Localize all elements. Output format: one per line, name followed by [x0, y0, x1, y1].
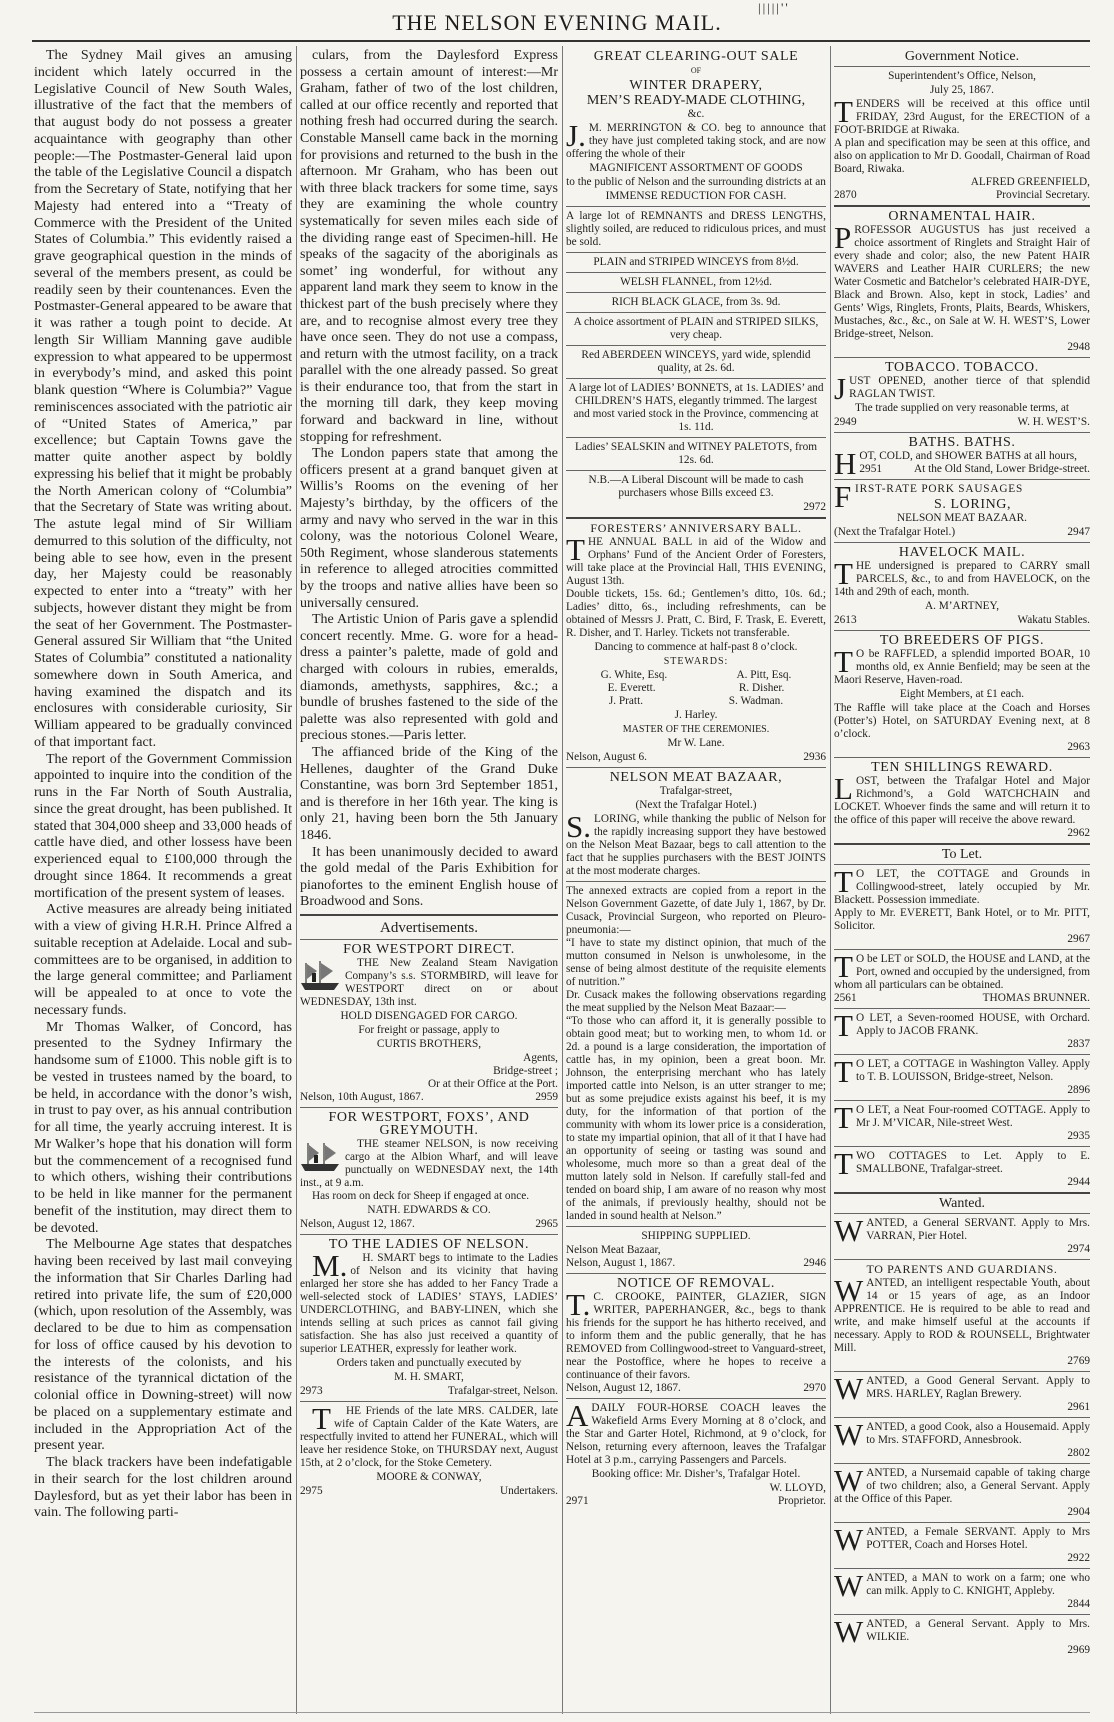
ad-number: 2870 — [834, 189, 857, 201]
ad-body: THE ANNUAL BALL in aid of the Widow and Orphans’ Fund of the Ancient Order of Foresters, will take place at the Provincial Hall, THIS EVENING, August 13th. — [566, 532, 826, 587]
ad-text: OF — [690, 66, 702, 75]
ad-date: Nelson, August 12, 1867. — [566, 1382, 681, 1394]
ad-firm: W. LLOYD, — [769, 1482, 826, 1494]
ad-date: Nelson, August 1, 1867. — [566, 1257, 676, 1269]
ad-rule — [834, 1614, 1090, 1615]
ad-number: 2561 — [834, 992, 857, 1004]
ad-heading: BATHS. BATHS. — [908, 435, 1016, 450]
ad-number: 2973 — [300, 1385, 323, 1398]
ad-text: (Next the Trafalgar Hotel.) — [635, 799, 757, 811]
section-wanted — [834, 1197, 1090, 1657]
ad-reward — [834, 761, 1090, 840]
ad-text: Or at their Office at the Port. — [428, 1078, 558, 1091]
ad-rule — [566, 470, 826, 471]
ad-rule — [834, 542, 1090, 543]
news-column-2 — [300, 48, 558, 1712]
listing-body: WANTED, a MAN to work on a farm; one who can milk. Apply to C. KNIGHT, Appleby. — [834, 1568, 1090, 1603]
ad-number: 2967 — [1067, 933, 1090, 945]
ad-text: &c. — [687, 108, 705, 120]
ad-number: 2948 — [1067, 341, 1090, 353]
ad-number: 2944 — [1067, 1176, 1090, 1188]
ad-heading: FOR WESTPORT DIRECT. — [343, 942, 515, 958]
ad-subhead: IMMENSE REDUCTION FOR CASH. — [605, 190, 787, 202]
ad-number: 2971 — [566, 1495, 589, 1507]
ad-rule — [834, 1259, 1090, 1260]
ad-text: The Raffle will take place at the Coach and Horses (Potter’s) Hotel, on SATURDAY Evening next, at 8 o’clock. — [834, 702, 1090, 740]
ad-heading: TO BREEDERS OF PIGS. — [879, 633, 1045, 648]
ad-text: A plan and specification may be seen at this office, and also on application to Mr D. Goodall, Chairman of Road Board, Riwaka. — [834, 137, 1090, 175]
ad-government-notice — [834, 50, 1090, 202]
ad-number: 2802 — [1067, 1447, 1090, 1459]
ad-body: TO be RAFFLED, a splendid imported BOAR, 10 months old, ex Annie Benfield; may be seen at the Maori Reserve, Haven-road. — [834, 644, 1090, 686]
ad-westport — [300, 943, 558, 1104]
listing-body: TO LET, a COTTAGE in Washington Valley. Apply to T. B. LOUISSON, Bridge-street, Nelson. — [834, 1054, 1090, 1089]
ad-pigs — [834, 634, 1090, 754]
ad-firm: NATH. EDWARDS & CO. — [367, 1204, 491, 1217]
ad-rule — [300, 1401, 558, 1402]
masthead-rule — [32, 40, 1090, 42]
listing-body: TO LET, the COTTAGE and Grounds in Collingwood-street, lately occupied by Mr. Blackett. Possession immediate. — [834, 864, 1090, 906]
ad-number: 2946 — [803, 1257, 826, 1269]
ad-number: 2904 — [1067, 1506, 1090, 1518]
ad-number: 2951 — [859, 463, 882, 475]
ad-number: 2896 — [1067, 1084, 1090, 1096]
ad-number: 2974 — [1067, 1243, 1090, 1255]
steward-name: A. Pitt, Esq. — [736, 669, 792, 681]
ad-heading: WINTER DRAPERY, — [629, 78, 763, 93]
ad-date: Nelson, August 12, 1867. — [300, 1218, 415, 1231]
ad-address: At the Old Stand, Lower Bridge-street. — [913, 463, 1090, 475]
ad-rule — [566, 292, 826, 293]
ad-text: (Next the Trafalgar Hotel.) — [834, 526, 956, 538]
ad-baths — [834, 435, 1090, 481]
steward-name: J. Harley. — [674, 709, 718, 721]
ad-number: 2844 — [1067, 1598, 1090, 1610]
ad-heading: ORNAMENTAL HAIR. — [888, 209, 1036, 224]
ad-heading: Government Notice. — [904, 49, 1020, 64]
sale-item: PLAIN and STRIPED WINCEYS from 8½d. — [593, 256, 799, 268]
ad-rule — [834, 1371, 1090, 1372]
ad-date: Nelson, 10th August, 1867. — [300, 1091, 424, 1104]
ad-rule — [566, 252, 826, 253]
section-heading: Wanted. — [939, 1196, 985, 1211]
ad-rule — [566, 1226, 826, 1227]
ad-ornamental-hair — [834, 210, 1090, 354]
listing-body: WANTED, a Good General Servant. Apply to MRS. HARLEY, Raglan Brewery. — [834, 1371, 1090, 1406]
listing-body: WANTED, an intelligent respectable Youth, about 14 or 15 years of age, as an Indoor APPRENTICE. He is required to be able to read and write, and make himself useful at the accounts if necessary. Apply to ROD & ROUNSELL, Brightwater Mill. — [834, 1273, 1090, 1354]
ad-address: Nelson Meat Bazaar, — [566, 1244, 661, 1256]
ad-rule — [566, 437, 826, 438]
ad-heading: NOTICE OF REMOVAL. — [617, 1276, 775, 1291]
ad-heading: MEN’S READY-MADE CLOTHING, — [586, 93, 806, 108]
ad-body: THE Friends of the late MRS. CALDER, late wife of Captain Calder of the Kate Waters, are respectfully invited to attend her FUNERAL, which will leave her residence Stoke, on THURSDAY next, August 15th, at 2 o’clock, for the Stoke Cemetery. — [300, 1401, 558, 1470]
newspaper-title: THE NELSON EVENING MAIL. — [392, 10, 722, 35]
ad-text: Double tickets, 15s. 6d.; Gentlemen’s ditto, 10s. 6d.; Ladies’ ditto, 6s., including refreshments, can be obtained of Messrs J. Pratt, C. Bird, F. Trask, E. Everett, R. Disher, and T. Harley. Tickets not transferable. — [566, 588, 826, 639]
ad-heading: NELSON MEAT BAZAAR, — [609, 770, 783, 785]
article-paragraph: Active measures are already being initiated with a view of giving H.R.H. Prince Alfred a suitable reception at Adelaide. Local and sub-committees are to be organised, in addition to the large general committee; and Parliament will be appealed to at once to vote the necessary funds. — [34, 902, 292, 1018]
ad-subhead: SHIPPING SUPPLIED. — [641, 1230, 751, 1242]
ad-rule — [834, 757, 1090, 758]
ad-rule — [566, 1398, 826, 1399]
ad-rule — [566, 312, 826, 313]
ad-heading: FORESTERS’ ANNIVERSARY BALL. — [590, 521, 802, 535]
ad-text: Orders taken and punctually executed by — [336, 1357, 522, 1370]
ad-number: 2972 — [803, 501, 826, 513]
advertisements-header: Advertisements. — [380, 919, 478, 936]
listing-body: WANTED, a General Servant. Apply to Mrs. WILKIE. — [834, 1614, 1090, 1649]
listing-body: WANTED, a Nursemaid capable of taking charge of two children; also, a General Servant. Apply at the Office of this Paper. — [834, 1463, 1090, 1505]
ad-number: 2949 — [834, 416, 857, 428]
steamship-icon — [300, 959, 340, 993]
section-heading: To Let. — [941, 847, 983, 862]
article-paragraph: Mr Thomas Walker, of Concord, has presented to the Sydney Infirmary the handsome sum of £1000. This noble gift is to be vested in trustees named by the board, to be held, in accordance with the donor’s wish, in trust to pay over, as his annual contribution for all time, the yearly accruing interest. It is Mr Walker’s hope that his donation will form but the commencement of a recognised fund to which others, wishing their contributions to be held in like manner for the permanent benefit of the institution, may direct them to be devoted. — [34, 1019, 292, 1236]
ad-tobacco — [834, 361, 1090, 429]
ad-number: 2936 — [803, 751, 826, 763]
steamship-icon — [300, 1140, 340, 1174]
ad-body: ADAILY FOUR-HORSE COACH leaves the Wakefield Arms Every Morning at 8 o’clock, and the Star and Garter Hotel, Richmond, at 9 o’clock, for Nelson, returning every afternoon, leaves the Trafalgar Hotel at 3 p.m., carrying Passengers and Parcels. — [566, 1398, 826, 1466]
ad-body: JUST OPENED, another tierce of that splendid RAGLAN TWIST. — [834, 371, 1090, 406]
ad-text: to the public of Nelson and the surrounding districts at an — [566, 176, 826, 188]
ad-rule — [566, 767, 826, 768]
article-paragraph: The black trackers have been indefatigable in their search for the lost children around Daylesford, but as yet their labor has been in vain. The following parti- — [34, 1455, 292, 1521]
ad-havelock-mail — [834, 546, 1090, 627]
ad-number: 2947 — [1067, 526, 1090, 538]
article-paragraph: The report of the Government Commission appointed to inquire into the condition of the runs in the Far North of South Australia, since the great drought, has been published. It stated that 304,000 sheep and 33,000 heads of cattle have died, and other lossess have been experienced equal to £100,000 through the drought since 1864. It recommends a great mortification of the present system of leases. — [34, 751, 292, 901]
ad-number: 2961 — [1067, 1401, 1090, 1413]
ad-ladies — [300, 1238, 558, 1398]
article-paragraph: culars, from the Daylesford Express possess a certain amount of interest:—Mr Graham, father of two of the lost children, called at our office recently and reported that nothing fresh had occurred during the search. Constable Mansell came back in the morning for provisions and returned to the bush in the afternoon. Mr Graham, who has been out with three black trackers for some time, says they are examining the whole country systematically for seven miles each side of the dividing range east of Specimen-hill. He speaks of the sagacity of the aboriginals as somet’ ing wonderful, for without any apparent land mark they seem to know in the thickest part of the bush precisely where they are, and to recognise almost every tree they have once seen. They do not use a compass, and return with the utmost facility, on a track parallel with the one already passed. So great is their endurance too, that from the start in the morning till dark, they keep moving forward and backward in line, without stopping for refreshment. — [300, 48, 558, 445]
ad-number: 2922 — [1067, 1552, 1090, 1564]
ad-number: 2962 — [1067, 827, 1090, 839]
listing-body: TO be LET or SOLD, the HOUSE and LAND, at the Port, owned and occupied by the undersigned, from whom all particulars can be obtained. — [834, 949, 1090, 991]
ad-heading: GREAT CLEARING-OUT SALE — [593, 49, 799, 64]
ad-address: Trafalgar-street, Nelson. — [447, 1385, 558, 1398]
ad-body: J.M. MERRINGTON & CO. beg to announce that they have just completed taking stock, and are now offering the whole of their — [566, 118, 826, 160]
master-heading: MASTER OF THE CEREMONIES. — [622, 724, 770, 735]
sale-item: Red ABERDEEN WINCEYS, yard wide, splendid quality, at 2s. 6d. — [581, 349, 811, 374]
ad-firm: CURTIS BROTHERS, — [376, 1038, 482, 1051]
ad-number: 2975 — [300, 1485, 323, 1498]
steward-name: R. Disher. — [738, 682, 785, 694]
section-rule — [300, 939, 558, 940]
ad-rule — [834, 1054, 1090, 1055]
ad-rule — [300, 1234, 558, 1235]
ad-firm: S. LORING, — [933, 497, 1012, 512]
steward-name: S. Wadman. — [728, 695, 784, 707]
ad-address: Wakatu Stables. — [1017, 614, 1090, 626]
steward-name: E. Everett. — [607, 682, 656, 694]
sale-item: WELSH FLANNEL, from 12½d. — [620, 276, 772, 288]
ad-body: S.LORING, while thanking the public of Nelson for the rapidly increasing support they have bestowed on the Nelson Meat Bazaar, begs to call attention to the fact that he supplies purchasers with the BEST JOINTS at the most moderate charges. — [566, 809, 826, 877]
article-paragraph: The Sydney Mail gives an amusing incident which lately occurred in the Legislative Council of New South Wales, illustrative of the fact that the members of that august body do not possess a greater acquaintance with geography than other people:—The Postmaster-General laid upon the table of the Legislative Council a dispatch from the Secretary of State, notifying that her Majesty had entered into a “Treaty of Commerce with the President of the United States of Columbia.” This evidently raised a grave geographical question in the minds of several of the members present, as could be readily seen by their countenances. Even the Postmaster-General appeared to be aware that it was rather a tough point to decide. At length Sir William Manning gave audible expression to what appeared to be uppermost in everybody’s mind, and asked this point blank question “Where is Columbia?” Vague reminiscences associated with the patriotic air of “United States of America,” par excellence; but Captain Towns gave the matter quite another aspect by boldly expressing his belief that it might be probably the North American colony of “Columbia” that the Secretary of State was writing about. The astute legal mind of Sir William demurred to this solution of the difficulty, not being able to see how, even in the present day, her Majesty could be reasonably expected to enter into a “treaty” with her subjects, however distant they might be from the seat of her Government. The Postmaster-General assured Sir William that “the United States of Columbia” constituted a nationality somewhere down in South America, and having examined the dispatch and its enclosures with considerable curiosity, Sir William appeared to be gradually convinced of that important fact. — [34, 48, 292, 750]
ad-date: July 25, 1867. — [929, 84, 995, 96]
column-divider — [562, 46, 563, 1714]
ad-rule — [834, 1417, 1090, 1418]
listing-body: WANTED, a General SERVANT. Apply to Mrs. VARRAN, Pier Hotel. — [834, 1213, 1090, 1248]
ad-rule — [834, 357, 1090, 358]
ad-number: 2969 — [1067, 1644, 1090, 1656]
column-divider — [296, 46, 297, 1714]
ads-column-3 — [566, 48, 826, 1712]
article-paragraph: It has been unanimously decided to award the gold medal of the Paris Exhibition for pianofortes to the eminent English house of Broadwood and Sons. — [300, 844, 558, 910]
sale-item: A choice assortment of PLAIN and STRIPED SILKS, very cheap. — [573, 316, 819, 341]
ad-rule — [300, 1107, 558, 1108]
listing-body: TO LET, a Neat Four-roomed COTTAGE. Apply to Mr J. M’VICAR, Nile-street West. — [834, 1100, 1090, 1135]
ad-heading: TEN SHILLINGS REWARD. — [871, 760, 1053, 775]
ad-rule — [834, 1192, 1090, 1194]
ad-rule — [834, 1008, 1090, 1009]
ad-role: Undertakers. — [499, 1485, 558, 1498]
ad-number: 2613 — [834, 614, 857, 626]
ad-rule — [834, 432, 1090, 433]
ad-rule — [834, 864, 1090, 865]
ad-firm: THOMAS BRUNNER. — [982, 992, 1090, 1004]
ad-firm: A. M’ARTNEY, — [924, 600, 1000, 612]
ad-body: T.C. CROOKE, PAINTER, GLAZIER, SIGN WRITER, PAPERHANGER, &c., begs to thank his friends for the support he has hitherto received, and to inform them and the public generally, that he has REMOVED from Collingwood-street to Vanguard-street, near the Postoffice, where he hopes to receive a continuance of their favors. — [566, 1287, 826, 1381]
ad-rule — [566, 345, 826, 346]
ad-rule — [834, 66, 1090, 67]
ad-text: NELSON MEAT BAZAAR. — [896, 512, 1028, 524]
ad-text: Agents, — [523, 1052, 558, 1065]
ad-rule — [834, 1568, 1090, 1569]
ad-rule — [834, 949, 1090, 950]
ad-rule — [834, 630, 1090, 631]
ad-rule — [834, 1522, 1090, 1523]
ad-number: 2963 — [1067, 741, 1090, 753]
ad-rule — [834, 205, 1090, 207]
ad-text: Dr. Cusack makes the following observations regarding the meat supplied by the Nelson Meat Bazaar:— — [566, 989, 826, 1014]
ad-text: Eight Members, at £1 each. — [899, 688, 1025, 700]
ad-body: LOST, between the Trafalgar Hotel and Major Richmond’s, a Gold WATCHCHAIN and LOCKET. Whoever finds the same and will return it to the office of this paper will receive the above reward. — [834, 771, 1090, 826]
ad-heading: TOBACCO. TOBACCO. — [885, 360, 1039, 375]
ad-rule — [566, 517, 826, 519]
steward-name: G. White, Esq. — [600, 669, 668, 681]
ad-sausages — [834, 479, 1090, 539]
sale-item: A large lot of LADIES’ BONNETS, at 1s. LADIES’ and CHILDREN’S HATS, elegantly trimmed. The largest and most varied stock in the Province, commencing at 1s. 11d. — [568, 382, 824, 433]
ad-foresters-ball — [566, 522, 826, 764]
ad-rule — [834, 1213, 1090, 1214]
ad-body: FIRST-RATE PORK SAUSAGES — [834, 479, 1024, 514]
article-paragraph: The London papers state that among the officers present at a grand banquet given at Willis’s Rooms on the evening of her Majesty’s birthday, by the officers of the army and navy who served in the war in this colony, was the notorious Colonel Weare, 50th Regiment, whose slanderous statements in reference to alleged atrocities committed by the troops and native allies have been so universally censured. — [300, 446, 558, 611]
ad-coach — [566, 1398, 826, 1508]
ad-subhead: HOLD DISENGAGED FOR CARGO. — [340, 1010, 518, 1023]
master-name: Mr W. Lane. — [667, 737, 725, 749]
listing-body: TWO COTTAGES to Let. Apply to E. SMALLBONE, Trafalgar-street. — [834, 1146, 1090, 1181]
ad-body: TENDERS will be received at this office until FRIDAY, 23rd August, for the ERECTION of a FOOT-BRIDGE at Riwaka. — [834, 94, 1090, 136]
ad-firm: W. H. WEST’S. — [1017, 416, 1090, 428]
sale-item: Ladies’ SEALSKIN and WITNEY PALETOTS, from 12s. 6d. — [574, 441, 818, 466]
article-paragraph: The Artistic Union of Paris gave a splendid concert recently. Mme. G. wore for a head-dress a painter’s palette, made of gold and charged with colours in rubies, emeralds, diamonds, amethysts, sapphires, &c.; a bundle of brushes fastened to the side of the palette was also represented with gold and precious stones.—Paris letter. — [300, 612, 558, 744]
ad-text: The annexed extracts are copied from a report in the Nelson Government Gazette, of date July 1, 1867, by Dr. Cusack, Provincial Surgeon, who reported on Pleuro-pneumonia:— — [566, 885, 826, 936]
ad-rule — [834, 1146, 1090, 1147]
ad-text: Superintendent’s Office, Nelson, — [888, 70, 1036, 82]
ad-subhead: MAGNIFICENT ASSORTMENT OF GOODS — [589, 162, 803, 174]
ad-number: 2837 — [1067, 1038, 1090, 1050]
ad-heading: FOR WESTPORT, FOXS’, AND GREYMOUTH. — [328, 1110, 530, 1139]
listing-body: WANTED, a Female SERVANT. Apply to Mrs POTTER, Coach and Horses Hotel. — [834, 1522, 1090, 1557]
ad-rule — [566, 272, 826, 273]
section-to-let — [834, 848, 1090, 1189]
ad-quote: “To those who can afford it, it is generally possible to obtain good meat; but to working men, to whom 1d. or 2d. a pound is a large consideration, the importation of cattle has, in my opinion, been a great boon. Mr. Johnson, the enterprising merchant who has lately imported cattle into Nelson, is an utter stranger to me; but as some prejudice exists against his beef, it is my duty, for the information of that portion of the community with whom its lower price is a consideration, to state my impartial opinion, that all of it that I have had an opportunity of seeing or tasting was sound and wholesome, much more so than a great deal of the mutton lately sold in Nelson. If carefully stall-fed and tended on board ship, I am aware of no reason why most of the animals, if previously healthy, should not be landed in sound health at Nelson.” — [566, 1015, 826, 1222]
ad-body: HOT, COLD, and SHOWER BATHS at all hours, — [834, 446, 1077, 481]
ad-rule — [834, 843, 1090, 845]
ad-number: 2769 — [1067, 1355, 1090, 1367]
ad-rule — [566, 206, 826, 207]
sale-item: RICH BLACK GLACE, from 3s. 9d. — [611, 296, 781, 308]
news-column-1 — [34, 48, 292, 1712]
ad-body: THE undersigned is prepared to CARRY small PARCELS, &c., to and from HAVELOCK, on the 14th and 29th of each, month. — [834, 556, 1090, 598]
ad-body: M.H. SMART begs to intimate to the Ladies of Nelson and its vicinity that having enlarged her store she has added to her Fancy Trade a well-selected stock of LADIES’ STAYS, LADIES’ UNDERCLOTHING, and BABY-LINEN, which she intends selling at such prices as cannot fail giving satisfaction. She has also just received a quantity of superior LEATHER, expressly for leather work. — [300, 1248, 558, 1356]
ad-heading: TO PARENTS AND GUARDIANS. — [866, 1262, 1058, 1276]
ad-text: Trafalgar-street, — [659, 785, 733, 797]
ad-body: THE New Zealand Steam Navigation Company’s s.s. STORMBIRD, will leave for WESTPORT direct on or about WEDNESDAY, 13th inst. — [300, 957, 558, 1009]
ad-number: 2959 — [535, 1091, 558, 1104]
ad-body: THE steamer NELSON, is now receiving cargo at the Albion Wharf, and will leave punctually on WEDNESDAY next, the 14th inst., at 9 a.m. — [300, 1138, 558, 1190]
ad-text: Booking office: Mr. Disher’s, Trafalgar Hotel. — [591, 1468, 801, 1480]
ad-firm: M. H. SMART, — [394, 1371, 464, 1384]
page-bottom-rule — [34, 1712, 1090, 1713]
ad-text: Dancing to commence at half-past 8 o’clock. — [594, 641, 798, 653]
ad-funeral — [300, 1401, 558, 1498]
ad-text: Bridge-street ; — [493, 1065, 558, 1078]
ad-role: Provincial Secretary. — [996, 189, 1090, 201]
ad-text: For freight or passage, apply to — [358, 1024, 500, 1037]
ad-removal — [566, 1277, 826, 1395]
ad-meat-bazaar — [566, 771, 826, 1270]
ad-body: PROFESSOR AUGUSTUS has just received a choice assortment of Ringlets and Straight Hair of every shade and color; also, the new Patent HAIR WAVERS and Leather HAIR CURLERS; the new Water Cosmetic and Batchelor’s celebrated HAIR-DYE, Black and Brown. Also, kept in stock, Ladies’ and Gents’ Wigs, Ringlets, Fronts, Plaits, Beards, Whiskers, Mustaches, &c., &c., on Sale at W. H. WEST’S, Lower Bridge-street, Nelson. — [834, 220, 1090, 340]
ad-firm: MOORE & CONWAY, — [376, 1471, 482, 1484]
ad-rule — [834, 1100, 1090, 1101]
ad-heading: TO THE LADIES OF NELSON. — [328, 1237, 530, 1253]
ad-rule — [834, 1463, 1090, 1464]
ad-text: N.B.—A Liberal Discount will be made to cash purchasers whose Bills exceed £3. — [588, 474, 804, 499]
steward-name: J. Pratt. — [608, 695, 644, 707]
ad-text: The trade supplied on very reasonable terms, at — [855, 402, 1069, 414]
listing-body: WANTED, a good Cook, also a Housemaid. Apply to Mrs. STAFFORD, Annesbrook. — [834, 1417, 1090, 1452]
ad-date: Nelson, August 6. — [566, 751, 647, 763]
listing-body: TO LET, a Seven-roomed HOUSE, with Orchard. Apply to JACOB FRANK. — [834, 1008, 1090, 1043]
section-rule — [300, 914, 558, 916]
ad-role: Proprietor. — [777, 1495, 826, 1507]
ad-number: 2970 — [803, 1382, 826, 1394]
ad-quote: “I have to state my distinct opinion, that much of the mutton consumed in Nelson is unwholesome, in the sense of being almost destitute of the requisite elements of nutrition.” — [566, 937, 826, 988]
ad-heading: HAVELOCK MAIL. — [898, 545, 1026, 560]
print-marks: |||||'' — [758, 0, 790, 15]
article-paragraph: The affianced bride of the King of the Hellenes, daughter of the Grand Duke Constantine, was born 3rd September 1851, and is therefore in her 16th year. The king is only 21, having been born the 5th January 1846. — [300, 744, 558, 843]
ad-rule — [566, 881, 826, 882]
ad-rule — [834, 479, 1090, 480]
sale-item: A large lot of REMNANTS and DRESS LENGTHS, slightly soiled, are reduced to ridiculous prices, and must be sold. — [566, 210, 826, 248]
ad-greymouth — [300, 1111, 558, 1231]
ad-rule — [566, 378, 826, 379]
ad-rule — [566, 1273, 826, 1274]
ad-clearing-sale — [566, 50, 826, 514]
masthead — [0, 0, 1114, 44]
ads-column-4 — [834, 48, 1090, 1712]
ad-firm: ALFRED GREENFIELD, — [970, 176, 1090, 188]
listing-text: Apply to Mr. EVERETT, Bank Hotel, or to Mr. PITT, Solicitor. — [834, 907, 1090, 932]
column-divider — [830, 46, 831, 1714]
article-paragraph: The Melbourne Age states that despatches having been received by last mail conveying the information that Sir Charles Darling had retired into private life, the sum of £20,000 (which, upon resolution of the Assembly, was declared to be due to him as compensation for loss of office caused by his devotion to the interests of the colonists, and his resistance of the tyrannical dictation of the colonial office in Downing-street) will now be placed on a supplementary estimate and included in the Appropriation Act of the present year. — [34, 1237, 292, 1454]
stewards-heading: STEWARDS: — [663, 656, 729, 667]
ad-number: 2935 — [1067, 1130, 1090, 1142]
ad-text: Has room on deck for Sheep if engaged at once. — [312, 1190, 530, 1203]
ad-number: 2965 — [535, 1218, 558, 1231]
